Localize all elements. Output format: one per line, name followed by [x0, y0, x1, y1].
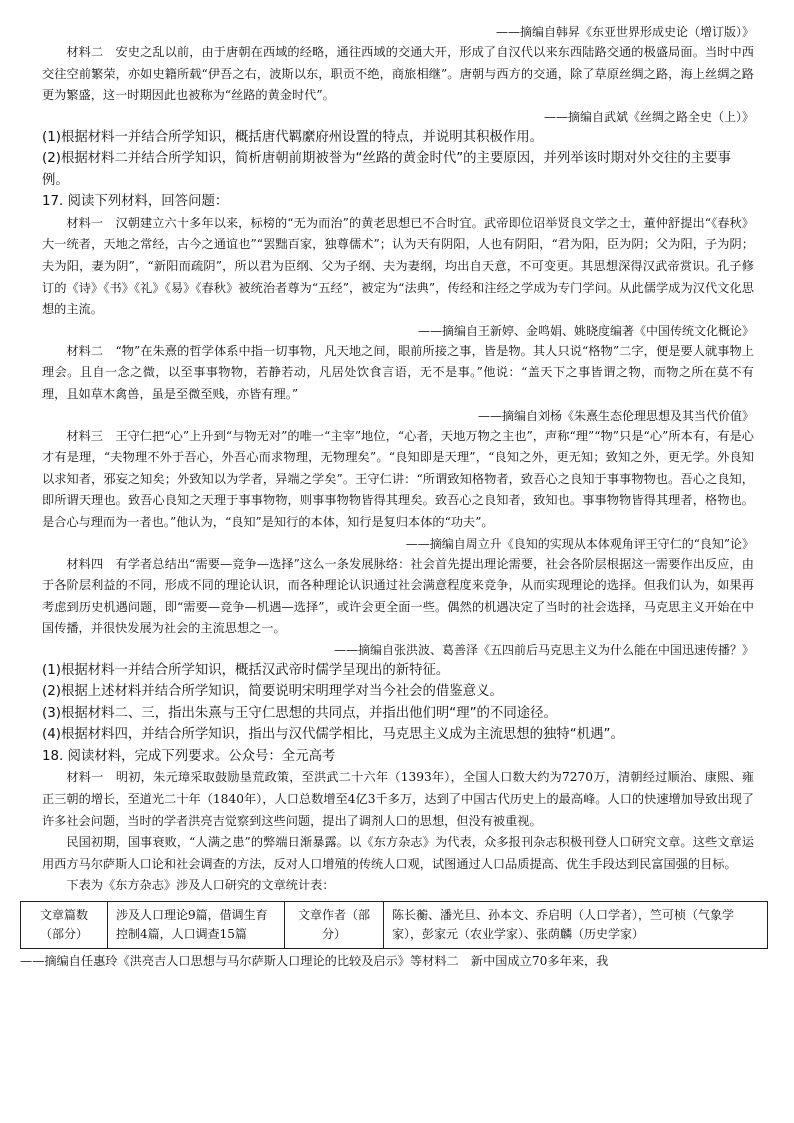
q16-sub-question-1: (1)根据材料一并结合所学知识，概括唐代羁縻府州设置的特点，并说明其积极作用。: [42, 129, 544, 145]
source-citation-and-material-2-start: ——摘编自任惠玲《洪亮吉人口思想与马尔萨斯人口理论的比较及启示》等材料二 新中国成立70多年来，我: [20, 953, 609, 968]
q17-material-2: 材料二 “物”在朱熹的哲学体系中指一切事物，凡天地之间，眼前所接之事，皆是物。其人只说“格物”二字，便是要人就事物上理会。且自一念之微，以至事事物物，若静若动，凡居处饮食言语，无不是事。”他说：“盖天下之事皆谓之物，而物之所在莫不有理，且如草木禽兽，虽是至微至贱，亦皆有理。”: [42, 343, 754, 401]
q17-material-1: 材料一 汉朝建立六十多年以来，标榜的“无为而治”的黄老思想已不合时宜。武帝即位诏举贤良文学之士，董仲舒提出“《春秋》大一统者，天地之常经，古今之通谊也”“罢黜百家，独尊儒术”；认为天有阴阳，人也有阴阳，“君为阳，臣为阴；父为阳，子为阴；夫为阳，妻为阴”，“新阳而疏阴”，所以君为臣纲、父为子纲、夫为妻纲，均出自天意，不可变更。其思想深得汉武帝赏识。孔子修订的《诗》《书》《礼》《易》《春秋》被统治者尊为“五经”，被定为“法典”，传经和注经之学成为专门学问。从此儒学成为汉代文化思想的主流。: [42, 215, 754, 317]
q16-material-2: 材料二 安史之乱以前，由于唐朝在西域的经略，通往西域的交通大开，形成了自汉代以来东西陆路交通的极盛局面。当时中西交往空前繁荣，亦如史籍所载“伊吾之右，波斯以东，职贡不绝，商旅相继”。唐朝与西方的交通，除了草原丝绸之路，海上丝绸之路更为繁盛，这一时期因此也被称为“丝路的黄金时代”。: [42, 45, 754, 103]
table-caption: 下表为《东方杂志》涉及人口研究的文章统计表：: [66, 878, 335, 893]
source-citation: ——摘编自武斌《丝绸之路全史（上）》: [543, 109, 754, 124]
article-statistics-table: [20, 901, 768, 949]
table-header-cell: 文章篇数（部分）: [21, 901, 108, 948]
table-cell: 陈长蘅、潘光旦、孙本文、乔启明（人口学者），竺可桢（气象学家），彭家元（农业学家）、张荫麟（历史学家）: [384, 901, 768, 948]
q17-sub-question-4: (4)根据材料四，并结合所学知识，指出与汉代儒学相比，马克思主义成为主流思想的独特“机遇”。: [42, 727, 624, 743]
source-citation: ——摘编自王新婷、金鸣娟、姚晓度编著《中国传统文化概论》: [417, 323, 754, 338]
source-citation: ——摘编自刘杨《朱熹生态伦理思想及其当代价值》: [477, 408, 754, 423]
q18-heading: 18. 阅读材料，完成下列要求。公众号：全元高考: [42, 748, 336, 764]
q17-material-3: 材料三 王守仁把“心”上升到“与物无对”的唯一“主宰”地位，“心者，天地万物之主也”，声称“理”“物”只是“心”所本有，有是心才有是理，“夫物理不外于吾心，外吾心而求物理，无物理矣”。“良知即是天理”，“良知之外，更无知；致知之外，更无学。外良知以求知者，邪妄之知矣；外致知以为学者，异端之学矣”。王守仁讲：“所谓致知格物者，致吾心之良知于事事物物也。吾心之良知，即所谓天理也。致吾心良知之天理于事事物物，则事事物物皆得其理矣。致吾心之良知者，致知也。事事物物皆得其理者，格物也。是合心与理而为一者也。”他认为，“良知”是知行的本体，知行是复归本体的“功夫”。: [42, 428, 754, 529]
table-cell: 涉及人口理论9篇，借调生育控制4篇，人口调查15篇: [108, 901, 285, 948]
source-citation: ——摘编自张洪波、葛善泽《五四前后马克思主义为什么能在中国迅速传播？》: [333, 642, 754, 657]
q17-material-4: 材料四 有学者总结出“需要—竞争—选择”这么一条发展脉络：社会首先提出理论需要，社会各阶层根据这一需要作出反应，由于各阶层利益的不同，形成不同的理论认识，而各种理论认识通过社会满意程度来竞争，从而实现理论的选择。但我们认为，如果再考虑到历史机遇问题，即“需要—竞争—机遇—选择”，或许会更全面一些。偶然的机遇决定了当时的社会选择，马克思主义开始在中国传播，并很快发展为社会的主流思想之一。: [42, 556, 754, 636]
table-header-cell: 文章作者（部分）: [285, 901, 384, 948]
q17-sub-question-1: (1)根据材料一并结合所学知识，概括汉武帝时儒学呈现出的新特征。: [42, 662, 450, 678]
q18-material-1-paragraph-1: 材料一 明初，朱元璋采取鼓励垦荒政策，至洪武二十六年（1393年），全国人口数大约为7270万，清朝经过顺治、康熙、雍正三朝的增长，至道光二十年（1840年），人口总数增至4亿3千多万，达到了中国古代历史上的最高峰。人口的快速增加导致出现了许多社会问题，当时的学者洪亮吉觉察到这些问题，提出了调剂人口的思想，但没有被重视。: [42, 770, 754, 828]
q17-sub-question-2: (2)根据上述材料并结合所学知识，简要说明宋明理学对当今社会的借鉴意义。: [42, 684, 503, 700]
source-citation: ——摘编自周立升《良知的实现从本体观角评王守仁的“良知”论》: [405, 536, 754, 551]
source-citation: ——摘编自韩昇《东亚世界形成史论（增订版）》: [495, 25, 754, 39]
q18-material-1-paragraph-2: 民国初期，国事衰败，“人满之患”的弊端日渐暴露。以《东方杂志》为代表，众多报刊杂志积极刊登人口研究文章。这些文章运用西方马尔萨斯人口论和社会调查的方法，反对人口增殖的传统人口观，试图通过人口品质提高、优生手段达到民富国强的目标。: [42, 835, 754, 871]
q16-sub-question-2: (2)根据材料二并结合所学知识，简析唐朝前期被誉为“丝路的黄金时代”的主要原因，并列举该时期对外交往的主要事例。: [42, 151, 731, 188]
exam-page: [20, 22, 754, 972]
q17-heading: 17. 阅读下列材料，回答问题：: [42, 194, 229, 210]
table-row: [21, 901, 768, 948]
q17-sub-question-3: (3)根据材料二、三，指出朱熹与王守仁思想的共同点，并指出他们明“理”的不同途径。: [42, 705, 557, 721]
